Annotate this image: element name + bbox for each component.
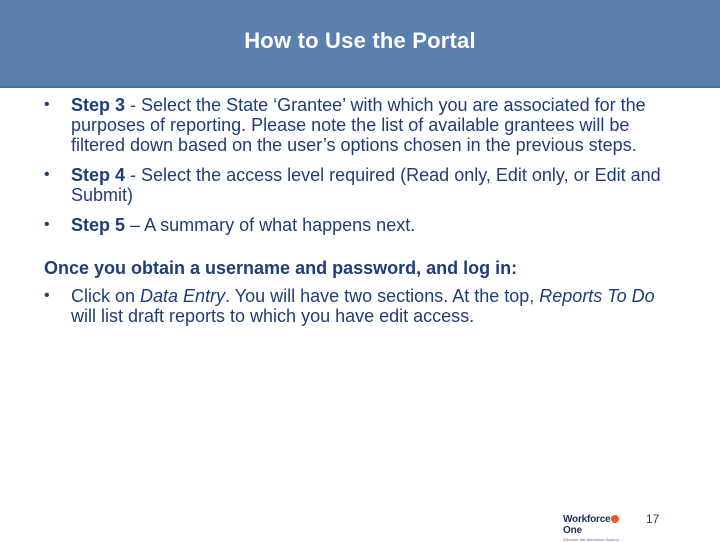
- slide-header: [0, 0, 720, 88]
- logo-text-part2: One: [563, 525, 582, 536]
- bullet-icon: •: [44, 166, 50, 183]
- login-text-middle: . You will have two sections. At the top,: [225, 286, 540, 306]
- step-separator: -: [125, 165, 142, 185]
- bullet-icon: •: [44, 287, 50, 304]
- step-label: Step 4: [71, 165, 126, 185]
- step-5-item: [44, 215, 664, 235]
- login-text-suffix: will list draft reports to which you have edit access.: [71, 306, 475, 326]
- step-text: Select the access level required (Read only, Edit only, or Edit and Submit): [71, 165, 661, 205]
- page-number: 17: [646, 512, 660, 526]
- logo-tagline: Discover the Workforce System: [563, 537, 619, 542]
- step-text: A summary of what happens next.: [144, 215, 416, 235]
- step-text: Select the State ‘Grantee’ with which you are associated for the purposes of reporting. Please note the list of available grantees will be filtered down based on the user’s options chosen in the previous steps.: [71, 95, 646, 155]
- slide-content: [44, 95, 664, 336]
- step-separator: -: [125, 95, 142, 115]
- data-entry-item: [44, 286, 664, 326]
- login-text-prefix: Click on: [71, 286, 141, 306]
- slide-title: How to Use the Portal: [244, 28, 476, 53]
- login-heading: Once you obtain a username and password, and log in:: [44, 258, 518, 278]
- logo-wordmark: [563, 514, 633, 536]
- bullet-icon: •: [44, 96, 50, 113]
- step-separator: –: [125, 215, 145, 235]
- bullet-icon: •: [44, 216, 50, 233]
- data-entry-link: Data Entry: [140, 286, 226, 306]
- step-label: Step 5: [71, 215, 126, 235]
- reports-to-do-label: Reports To Do: [539, 286, 655, 306]
- step-3-item: [44, 95, 664, 155]
- logo-mark-icon: [611, 515, 619, 523]
- step-label: Step 3: [71, 95, 126, 115]
- workforce-one-logo: [563, 514, 633, 542]
- logo-text-part1: Workforce: [563, 514, 611, 525]
- step-4-item: [44, 165, 664, 205]
